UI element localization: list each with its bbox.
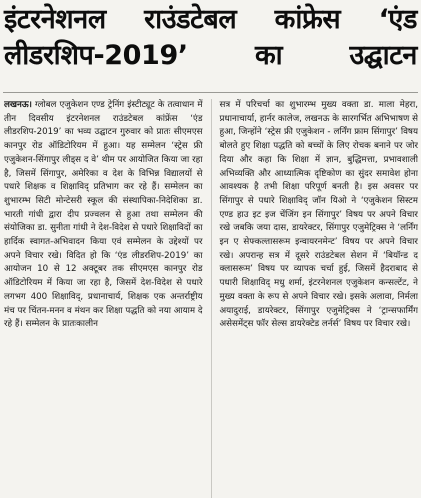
column-divider — [211, 99, 212, 498]
column-left — [4, 99, 203, 498]
article-body — [0, 93, 421, 498]
column-right — [219, 99, 418, 498]
headline: इंटरनेशनल राउंडटेबल कांफ्रेस ‘एंड लीडरशिप-2019’ का उद्घाटन — [4, 4, 417, 71]
column-left-text: ग्लोबल एजुकेशन एण्ड ट्रेनिंग इंस्टीट्यूट के तत्वाधान में तीन दिवसीय इंटरनेशनल राउंडटेबल कांफ्रेंस ‘एंड लीडरशिप-2019’ का भव्य उद्घाटन गुरुवार को प्रातः सीएमएस कानपुर रोड ऑडिटोरियम में हुआ। यह सम्मेलन ‘स्ट्रेस फ्री एजुकेशन-सिंगापुर लीड्स द वे’ थीम पर आयोजित किया जा रहा है, जिसमें सिंगापुर, अमेरिका व देश के विभिन्न विद्यालयों से पधारे शिक्षक व शिक्षाविद् प्रतिभाग कर रहे हैं। सम्मेलन का शुभारम्भ सिटी मोन्टेसरी स्कूल की संस्थापिका-निदेशिका डा. भारती गांधी द्वारा दीप प्रज्वलन से हुआ तथा सम्मेलन की संयोजिका डा. सुनीता गांधी ने देश-विदेश से पधारे शिक्षाविदों का हार्दिक स्वागत-अभिवादन किया एवं सम्मेलन के उद्देश्यों पर अपने विचार रखे। विदित हो कि ‘एंड लीडरशिप-2019’ का आयोजन 10 से 12 अक्टूबर तक सीएमएस कानपुर रोड ऑडिटोरियम में किया जा रहा है, जिसमें देश-विदेश से पधारे लगभग 400 शिक्षाविद्, प्रधानाचार्य, शिक्षक एक अन्तर्राष्ट्रीय मंच पर चिंतन-मनन व मंथन कर शिक्षा पद्धति को नया आयाम दे रहे हैं। सम्मेलन के प्रातःकालीन — [4, 100, 203, 330]
dateline: लखनऊ। — [4, 100, 32, 110]
column-right-text: सत्र में परिचर्चा का शुभारम्भ मुख्य वक्ता डा. माला मेहरा, प्रधानाचार्या, हार्नर कालेज, लखनऊ के सारगर्भित अभिभाषण से हुआ, जिन्होंने ‘स्ट्रेस फ्री एजुकेशन - लर्निंग फ्राम सिंगापुर’ विषय बोलते हुए शिक्षा पद्धति को बच्चों के लिए रोचक बनाने पर जोर दिया और कहा कि शिक्षा में ज्ञान, बुद्धिमत्ता, प्रभावशाली अभिव्यक्ति और आध्यात्मिक दृष्टिकोण का सुंदर समावेश होना आवश्यक है तभी शिक्षा परिपूर्ण बनती है। इस अवसर पर सिंगापुर से पधारे शिक्षाविद् जॉन यिओ ने ‘एजुकेशन सिस्टम एण्ड हाउ इट इज चेंजिंग इन सिंगापुर’ विषय पर अपने विचार रखे जबकि जया दास, डायरेक्टर, सिंगापुर एजुमेट्रिक्स ने ‘लर्निंग इन ए सेफ्कल्तासरूम इन्वायरनमेन्ट’ विषय पर अपने विचार रखे। अपरान्ह सत्र में दूसरे राउंडटेबल सेशन में ‘बियॉन्ड द क्लासरूम’ विषय पर व्यापक चर्चा हुई, जिसमें हैदराबाद से पधारी शिक्षाविद् मधु शर्मा, इंटरनेशनल एजुकेशन कन्सल्टेंट, ने मुख्य वक्ता के रूप से अपने विचार रखे। इसके अलावा, निर्मला अयादुराई, डायरेक्टर, सिंगापुर एजुमेट्रिक्स ने ‘ट्रान्सफार्मिंग असेसमेंट्स फॉर सेल्स डायरेक्टेड लर्नर्स’ विषय पर विचार रखे। — [219, 100, 418, 330]
